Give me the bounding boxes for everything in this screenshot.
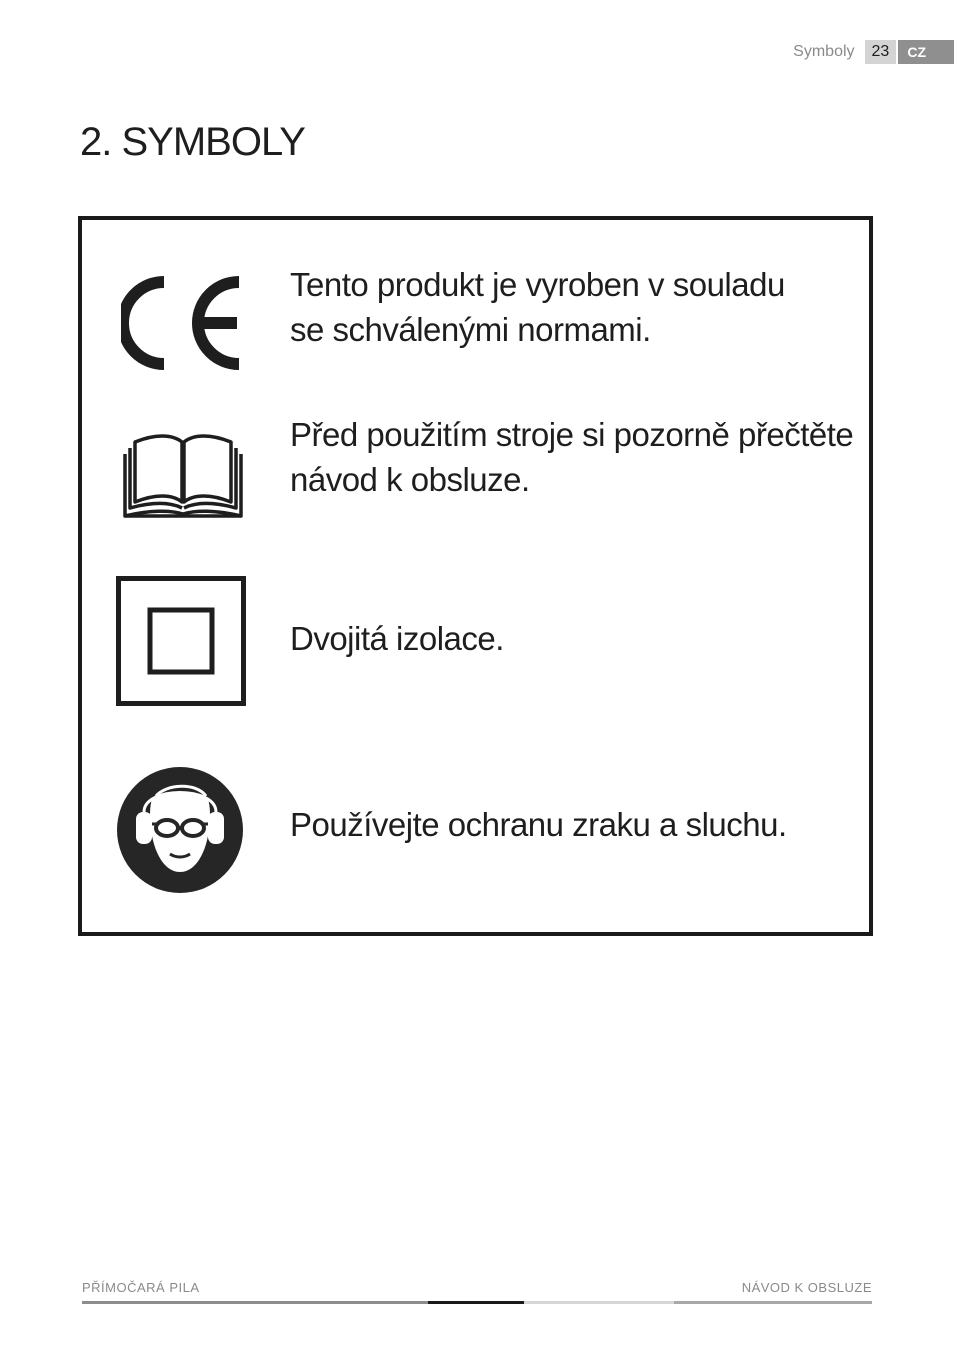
page-number: 23 — [865, 40, 897, 64]
manual-book-icon — [116, 408, 250, 542]
symbol-desc-line: Tento produkt je vyroben v souladu — [290, 266, 785, 303]
symbols-table — [78, 216, 873, 936]
page-header — [793, 40, 954, 64]
footer-product-name: PŘÍMOČARÁ PILA — [82, 1280, 200, 1295]
symbol-desc-ce — [290, 262, 785, 352]
page-title: 2. SYMBOLY — [80, 120, 305, 164]
symbol-desc-protection — [290, 802, 787, 847]
footer-bar-segment — [524, 1301, 674, 1304]
ce-mark-icon — [116, 256, 250, 390]
symbol-desc-line: Dvojitá izolace. — [290, 620, 504, 657]
language-tab: CZ — [898, 40, 954, 64]
footer-bar-segment — [428, 1301, 524, 1304]
symbol-desc-line: Používejte ochranu zraku a sluchu. — [290, 806, 787, 843]
section-name: Symboly — [793, 43, 855, 60]
symbol-desc-insulation — [290, 616, 504, 661]
symbol-desc-manual — [290, 412, 853, 502]
footer-bar-segment — [82, 1301, 428, 1304]
symbol-desc-line: Před použitím stroje si pozorně přečtěte — [290, 416, 854, 453]
footer-bar-segment — [674, 1301, 872, 1304]
eye-ear-protection-icon — [116, 766, 244, 894]
footer-doc-type: NÁVOD K OBSLUZE — [741, 1280, 872, 1295]
symbol-desc-line: se schválenými normami. — [290, 311, 651, 348]
double-insulation-icon — [116, 576, 246, 706]
symbol-desc-line: návod k obsluze. — [290, 461, 530, 498]
